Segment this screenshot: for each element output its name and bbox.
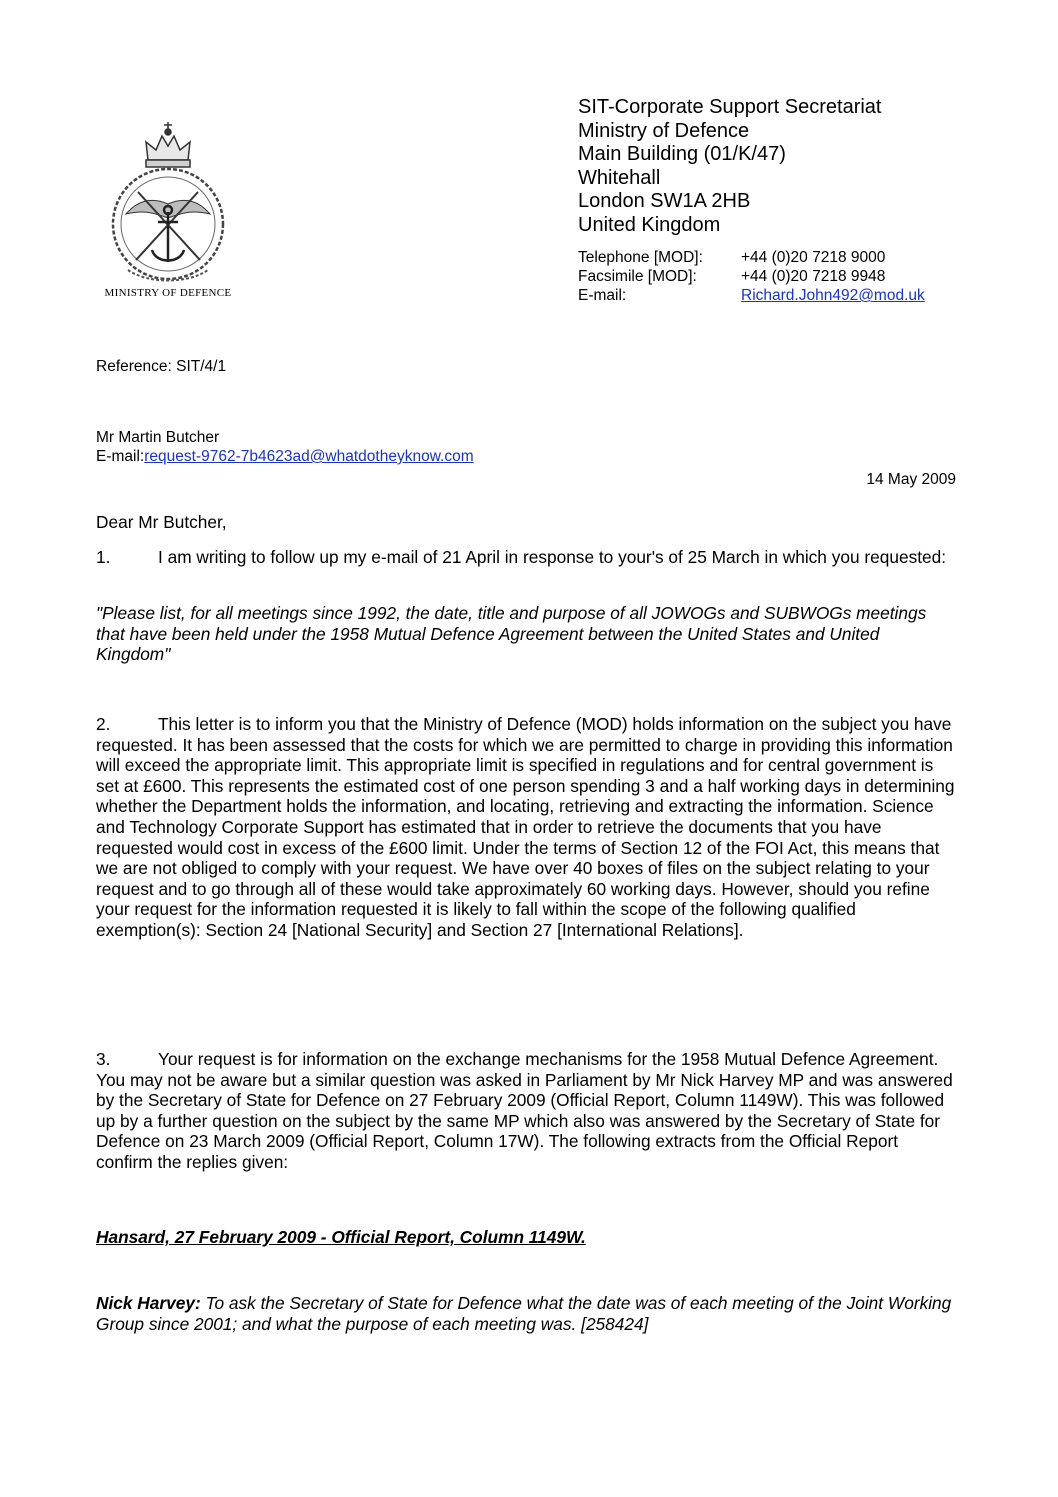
- telephone-label: Telephone [MOD]:: [578, 249, 703, 266]
- address-line: United Kingdom: [578, 213, 721, 236]
- recipient-email-label: E-mail:: [96, 448, 145, 465]
- telephone-row: [578, 248, 925, 267]
- email-row: [578, 286, 925, 305]
- mod-crest-logo: [88, 112, 248, 312]
- fax-value: +44 (0)20 7218 9948: [741, 268, 886, 285]
- paragraph-number: 2.: [96, 714, 111, 734]
- paragraph-text: This letter is to inform you that the Ministry of Defence (MOD) holds information on the subject you have requested. It has been assessed that the costs for which we are permitted to charge in providing this information will exceed the appropriate limit. This appropriate limit is specified in regulations and for central government is set at £600. This represents the estimated cost of one person spending 3 and a half working days in determining whether the Department holds the information, and locating, retrieving and extracting the information. Science and Technology Corporate Support has estimated that in order to retrieve the documents that you have requested would cost in excess of the £600 limit. Under the terms of Section 12 of the FOI Act, this means that we are not obliged to comply with your request. We have over 40 boxes of files on the subject relating to your request and to go through all of these would take approximately 60 working days. However, should you refine your request for the information requested it is likely to fall within the scope of the following qualified exemption(s): Section 24 [National Security] and Section 27 [International Relations].: [96, 714, 955, 940]
- fax-label: Facsimile [MOD]:: [578, 268, 697, 285]
- paragraph-number: 3.: [96, 1049, 111, 1069]
- salutation: Dear Mr Butcher,: [96, 512, 227, 532]
- paragraph-2: [96, 714, 958, 941]
- paragraph-3: [96, 1049, 958, 1173]
- letter-date: 14 May 2009: [866, 471, 956, 488]
- address-line: Whitehall: [578, 166, 661, 189]
- recipient-email-link[interactable]: request-9762-7b4623ad@whatdotheyknow.com: [144, 448, 474, 465]
- parliamentary-question: [96, 1293, 958, 1334]
- recipient-email-row: [96, 447, 474, 466]
- address-line: Ministry of Defence: [578, 119, 750, 142]
- recipient-name: Mr Martin Butcher: [96, 429, 220, 446]
- sender-email-link[interactable]: Richard.John492@mod.uk: [741, 287, 925, 304]
- crest-label: MINISTRY OF DEFENCE: [104, 287, 232, 299]
- hansard-heading: Hansard, 27 February 2009 - Official Report, Column 1149W.: [96, 1227, 586, 1247]
- question-speaker: Nick Harvey:: [96, 1293, 201, 1313]
- paragraph-number: 1.: [96, 547, 111, 567]
- paragraph-1: [96, 547, 958, 568]
- address-line: SIT-Corporate Support Secretariat: [578, 96, 882, 118]
- address-line: Main Building (01/K/47): [578, 143, 786, 165]
- paragraph-text: I am writing to follow up my e-mail of 21 April in response to your's of 25 March in which you requested:: [158, 547, 947, 567]
- contact-details: [578, 248, 925, 305]
- address-line: London SW1A 2HB: [578, 190, 751, 212]
- request-quote: "Please list, for all meetings since 1992, the date, title and purpose of all JOWOGs and SUBWOGs meetings that have been held under the 1958 Mutual Defence Agreement between the United States and United Kingdom": [96, 603, 927, 665]
- reference: Reference: SIT/4/1: [96, 358, 227, 375]
- fax-row: [578, 267, 925, 286]
- email-label: E-mail:: [578, 287, 627, 304]
- telephone-value: +44 (0)20 7218 9000: [741, 249, 886, 266]
- recipient: [96, 428, 474, 466]
- sender-address: [578, 96, 881, 237]
- question-text: To ask the Secretary of State for Defence what the date was of each meeting of the Joint Working Group since 2001; and what the purpose of each meeting was. [258424]: [96, 1293, 952, 1334]
- paragraph-text: Your request is for information on the exchange mechanisms for the 1958 Mutual Defence Agreement. You may not be aware but a similar question was asked in Parliament by Mr Nick Harvey MP and was answered by the Secretary of State for Defence on 27 February 2009 (Official Report, Column 1149W). This was followed up by a further question on the subject by the same MP which also was answered by the Secretary of State for Defence on 23 March 2009 (Official Report, Column 17W). The following extracts from the Official Report confirm the replies given:: [96, 1049, 953, 1172]
